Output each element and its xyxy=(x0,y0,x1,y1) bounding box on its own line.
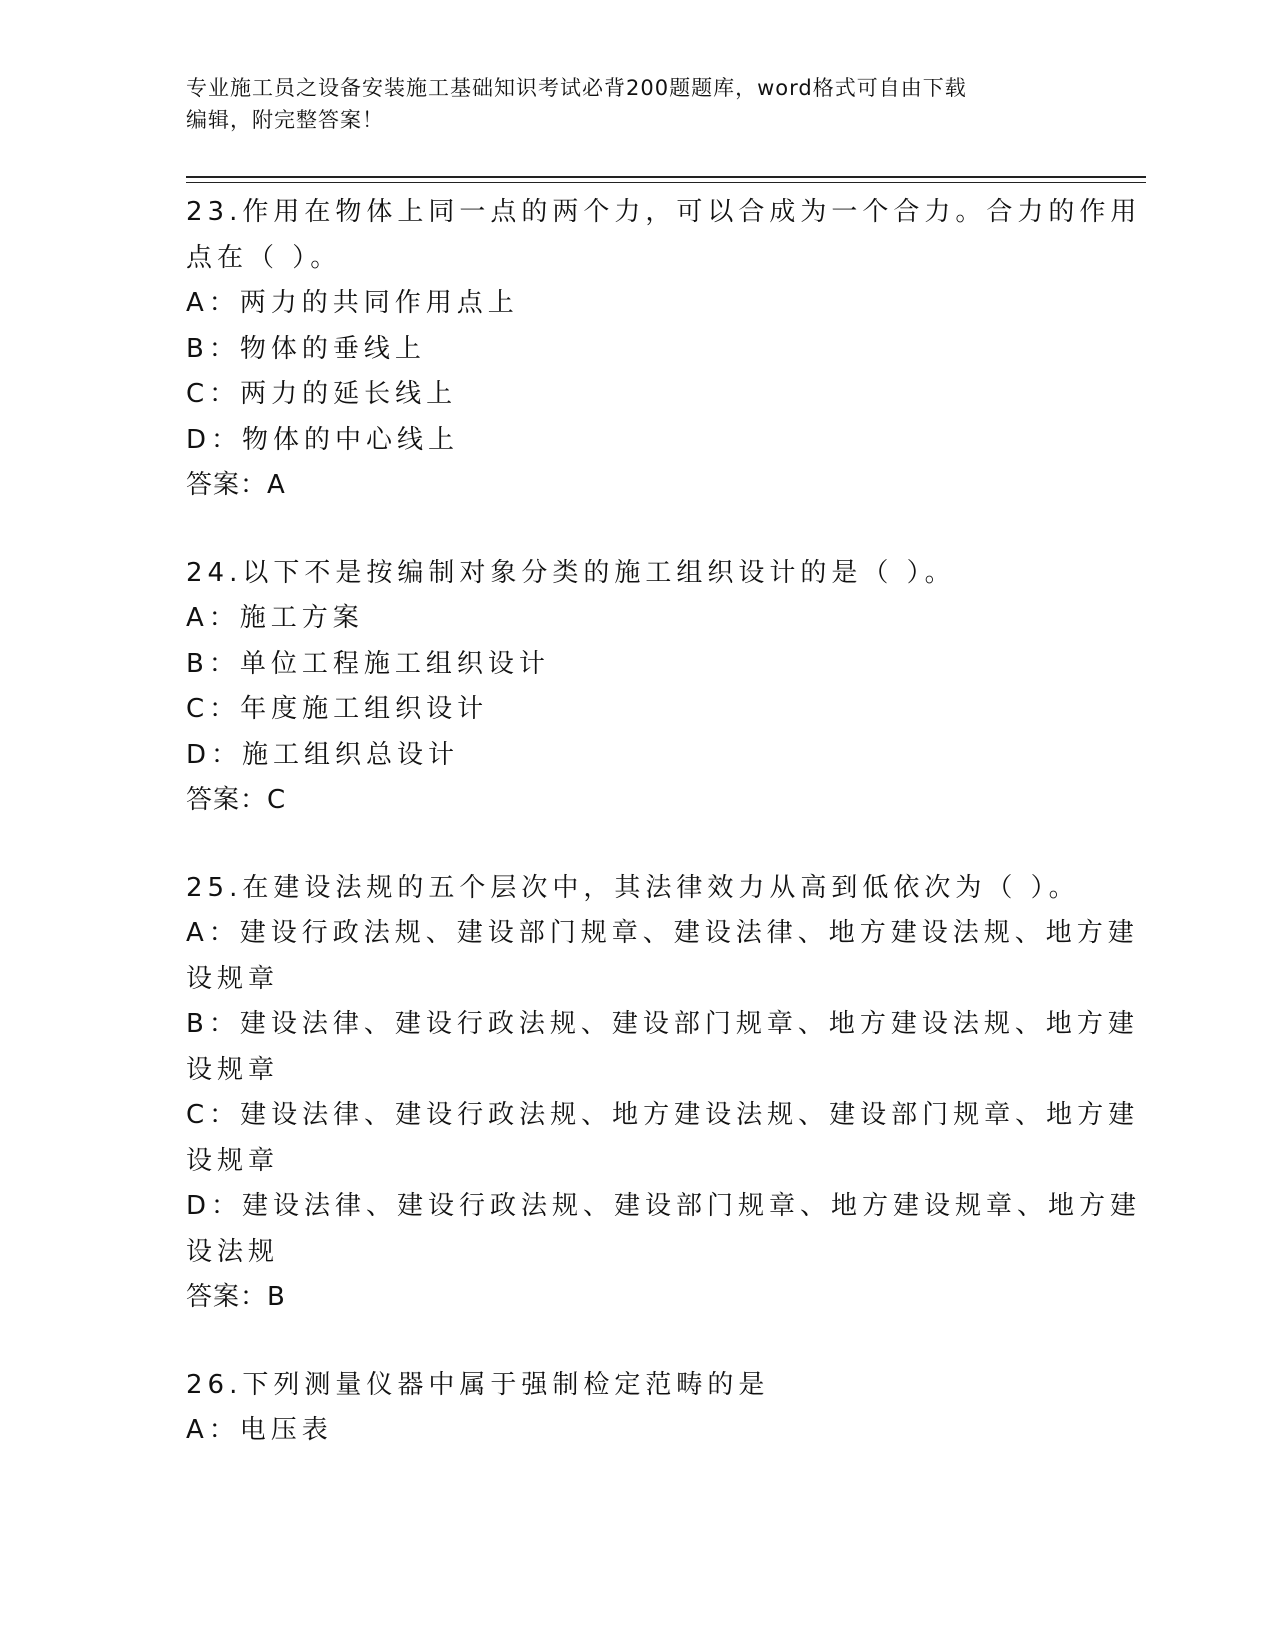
header-rule-top xyxy=(186,176,1146,178)
option-c-continued: 设规章 xyxy=(186,1145,280,1176)
question-stem-line: 26.下列测量仪器中属于强制检定范畴的是 xyxy=(186,1369,770,1400)
option-c: C：年度施工组织设计 xyxy=(186,694,489,724)
question-24 xyxy=(186,551,1086,824)
option-c: C：两力的延长线上 xyxy=(186,379,458,409)
option-a: A：施工方案 xyxy=(186,603,364,633)
answer-line: 答案：B xyxy=(186,1282,286,1312)
option-a: A：两力的共同作用点上 xyxy=(186,288,519,318)
option-b-continued: 设规章 xyxy=(186,1054,280,1085)
answer-line: 答案：A xyxy=(186,470,286,500)
question-list xyxy=(186,190,1142,1496)
option-a-continued: 设规章 xyxy=(186,963,280,994)
option-c: C：建设法律、建设行政法规、地方建设法规、建设部门规章、地方建 xyxy=(186,1100,1140,1130)
question-23 xyxy=(186,190,1142,509)
answer-line: 答案：C xyxy=(186,785,287,815)
question-stem-line: 24.以下不是按编制对象分类的施工组织设计的是（ ）。 xyxy=(186,557,956,588)
option-d: D：建设法律、建设行政法规、建设部门规章、地方建设规章、地方建 xyxy=(186,1191,1142,1221)
question-stem-line: 23.作用在物体上同一点的两个力，可以合成为一个合力。合力的作用 xyxy=(186,197,1142,227)
question-stem-line: 点在（ ）。 xyxy=(186,242,342,273)
option-b: B：建设法律、建设行政法规、建设部门规章、地方建设法规、地方建 xyxy=(186,1009,1139,1039)
option-a: A：建设行政法规、建设部门规章、建设法律、地方建设法规、地方建 xyxy=(186,918,1139,948)
option-d-continued: 设法规 xyxy=(186,1236,280,1267)
document-header xyxy=(186,72,1066,136)
header-line-1: 专业施工员之设备安装施工基础知识考试必背200题题库，word格式可自由下载 xyxy=(186,76,967,100)
header-line-2: 编辑，附完整答案！ xyxy=(186,108,384,132)
option-b: B：单位工程施工组织设计 xyxy=(186,648,550,679)
question-26 xyxy=(186,1363,1086,1454)
option-d: D：物体的中心线上 xyxy=(186,424,460,455)
header-rule-bottom xyxy=(186,182,1146,183)
question-stem-line: 25.在建设法规的五个层次中，其法律效力从高到低依次为（ ）。 xyxy=(186,872,1080,903)
question-25 xyxy=(186,866,1142,1321)
option-b: B：物体的垂线上 xyxy=(186,333,426,364)
option-d: D：施工组织总设计 xyxy=(186,739,460,770)
option-a: A：电压表 xyxy=(186,1415,333,1445)
